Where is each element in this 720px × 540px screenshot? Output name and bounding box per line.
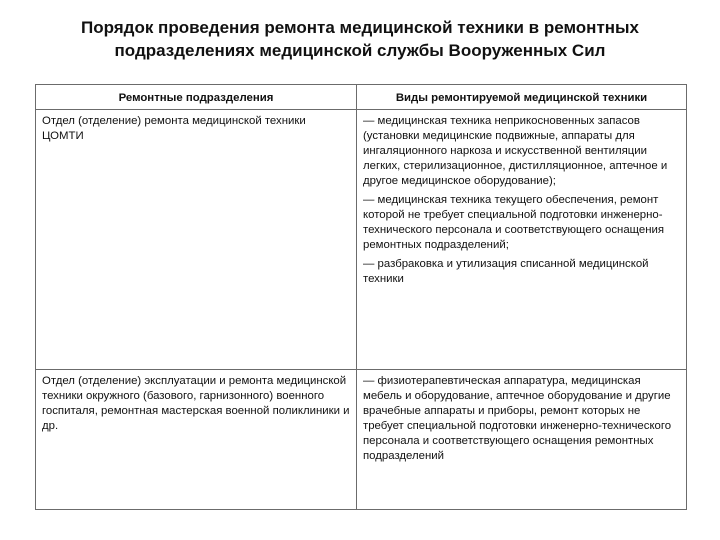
equipment-kinds-cell <box>357 110 687 370</box>
repair-unit-cell: Отдел (отделение) ремонта медицинской техники ЦОМТИ <box>36 110 357 370</box>
page-title: Порядок проведения ремонта медицинской техники в ремонтных подразделениях медицинской службы Вооруженных Сил <box>80 18 640 60</box>
repair-unit-cell: Отдел (отделение) эксплуатации и ремонта медицинской техники окружного (базового, гарнизонного) военного госпиталя, ремонтная мастерская военной поликлиники и др. <box>36 370 357 510</box>
equipment-kind-item: — физиотерапевтическая аппаратура, медицинская мебель и оборудование, аптечное оборудование и другие врачебные аппараты и приборы, ремонт которых не требует специальной подготовки инженерно-технического персонала и соответствующего оснащения ремонтных подразделений <box>363 375 672 462</box>
table-row <box>36 110 687 370</box>
table-row <box>36 370 687 510</box>
equipment-kind-item: — медицинская техника неприкосновенных запасов (установки медицинские подвижные, аппараты для ингаляционного наркоза и искусственной вентиляции легких, стерилизационное, дистилляционное, аптечное и другое медицинское оборудование); <box>363 115 668 187</box>
header-equipment-kinds: Виды ремонтируемой медицинской техники <box>357 85 687 110</box>
equipment-kind-item: — разбраковка и утилизация списанной медицинской техники <box>363 258 649 285</box>
equipment-kind-item: — медицинская техника текущего обеспечения, ремонт которой не требует специальной подготовки инженерно-технического персонала и соответствующего оснащения ремонтных подразделений; <box>363 194 665 251</box>
table-header-row <box>36 85 687 110</box>
header-repair-units: Ремонтные подразделения <box>36 85 357 110</box>
equipment-kinds-cell <box>357 370 687 510</box>
repair-table <box>35 84 687 510</box>
